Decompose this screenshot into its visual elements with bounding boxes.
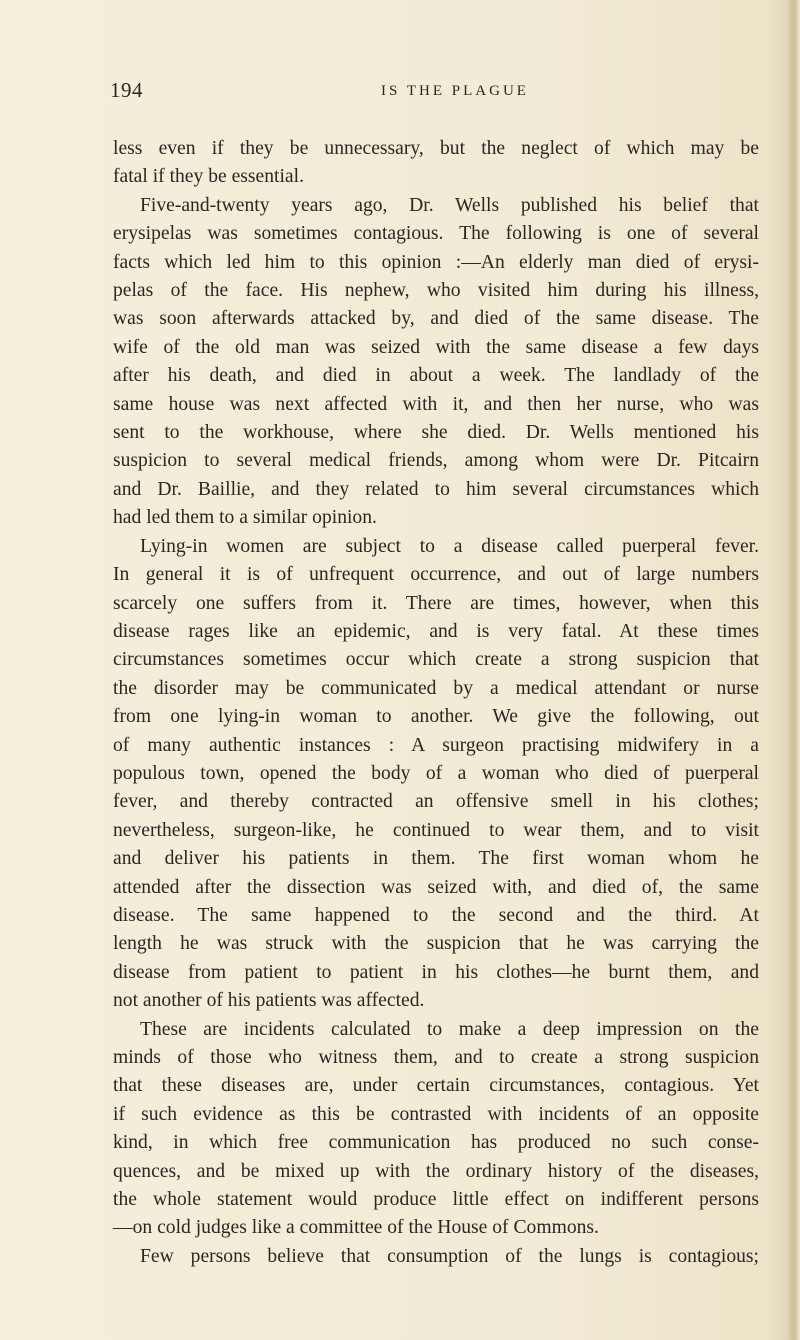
text-line: disease. The same happened to the second and the third. At [113, 904, 759, 926]
text-line: kind, in which free communication has produced no such conse- [113, 1132, 759, 1154]
text-line: quences, and be mixed up with the ordinary history of the diseases, [113, 1160, 759, 1182]
text-line: the whole statement would produce little effect on indifferent persons [113, 1189, 759, 1211]
text-line: minds of those who witness them, and to create a strong suspicion [113, 1047, 759, 1068]
text-line: fever, and thereby contracted an offensive smell in his clothes; [113, 791, 759, 813]
text-line: disease rages like an epidemic, and is very fatal. At these times [113, 620, 759, 642]
text-line: not another of his patients was affected. [113, 990, 425, 1012]
text-line: same house was next affected with it, and then her nurse, who was [113, 393, 759, 415]
text-line: after his death, and died in about a week. The landlady of the [113, 365, 759, 387]
text-line: circumstances sometimes occur which create a strong suspicion that [113, 649, 759, 671]
text-line: that these diseases are, under certain circumstances, contagious. Yet [113, 1075, 759, 1097]
text-line: length he was struck with the suspicion that he was carrying the [113, 933, 759, 955]
text-line: wife of the old man was seized with the same disease a few days [113, 336, 759, 358]
running-head: IS THE PLAGUE [381, 83, 529, 99]
text-line: Few persons believe that consumption of the lungs is contagious; [140, 1245, 759, 1267]
text-line: nevertheless, surgeon-like, he continued to wear them, and to visit [113, 819, 759, 841]
text-line: attended after the dissection was seized with, and died of, the same [113, 876, 759, 898]
text-line: disease from patient to patient in his clothes—he burnt them, and [113, 961, 759, 983]
text-line: fatal if they be essential. [113, 166, 304, 188]
text-line: In general it is of unfrequent occurrence, and out of large numbers [113, 564, 759, 586]
page-header [110, 78, 760, 108]
text-line: the disorder may be communicated by a medical attendant or nurse [113, 677, 759, 699]
body-text [113, 135, 759, 1271]
text-line: sent to the workhouse, where she died. Dr. Wells mentioned his [113, 422, 759, 444]
page-number: 194 [110, 78, 143, 102]
text-line: Lying-in women are subject to a disease called puerperal fever. [140, 535, 759, 557]
page-edge [786, 0, 800, 1340]
text-line: if such evidence as this be contrasted with incidents of an opposite [113, 1103, 759, 1125]
text-line: facts which led him to this opinion :—An elderly man died of erysi- [113, 251, 759, 273]
text-line: and Dr. Baillie, and they related to him several circumstances which [113, 478, 759, 500]
text-line: suspicion to several medical friends, among whom were Dr. Pitcairn [113, 450, 759, 472]
text-line: and deliver his patients in them. The first woman whom he [113, 848, 759, 870]
text-line: of many authentic instances : A surgeon practising midwifery in a [113, 734, 759, 756]
text-line: Five-and-twenty years ago, Dr. Wells published his belief that [140, 194, 759, 216]
text-line: was soon afterwards attacked by, and died of the same disease. The [113, 308, 759, 330]
text-line: —on cold judges like a committee of the House of Commons. [113, 1217, 599, 1239]
text-line: had led them to a similar opinion. [113, 507, 377, 529]
text-line: populous town, opened the body of a woman who died of puerperal [113, 762, 759, 784]
text-line: from one lying-in woman to another. We give the following, out [113, 706, 759, 728]
text-line: scarcely one suffers from it. There are times, however, when this [113, 592, 759, 614]
text-line: These are incidents calculated to make a deep impression on the [140, 1018, 759, 1040]
text-line: erysipelas was sometimes contagious. The following is one of several [113, 223, 759, 245]
text-line: less even if they be unnecessary, but the neglect of which may be [113, 138, 759, 159]
text-line: pelas of the face. His nephew, who visited him during his illness, [113, 280, 759, 302]
